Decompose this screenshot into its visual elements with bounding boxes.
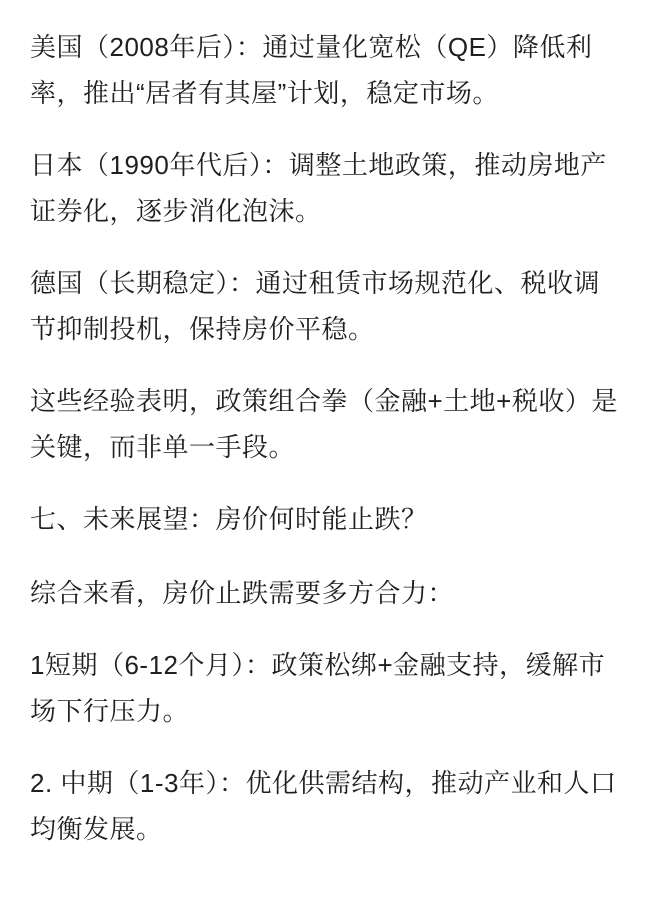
section-heading-future-outlook: 七、未来展望：房价何时能止跌？ [30,504,428,534]
paragraph-experience-summary: 这些经验表明，政策组合拳（金融+土地+税收）是关键，而非单一手段。 [30,386,618,462]
paragraph-japan-policy: 日本（1990年代后）：调整土地政策，推动房地产证券化，逐步消化泡沫。 [30,150,607,226]
paragraph-mid-term: 2. 中期（1-3年）：优化供需结构，推动产业和人口均衡发展。 [30,768,617,844]
paragraph-germany-policy: 德国（长期稳定）：通过租赁市场规范化、税收调节抑制投机，保持房价平稳。 [30,268,601,344]
paragraph-outlook-intro: 综合来看，房价止跌需要多方合力： [30,578,455,608]
paragraph-usa-policy: 美国（2008年后）：通过量化宽松（QE）降低利率，推出“居者有其屋”计划，稳定市场。 [30,32,593,108]
paragraph-short-term: 1短期（6-12个月）：政策松绑+金融支持，缓解市场下行压力。 [30,650,606,726]
